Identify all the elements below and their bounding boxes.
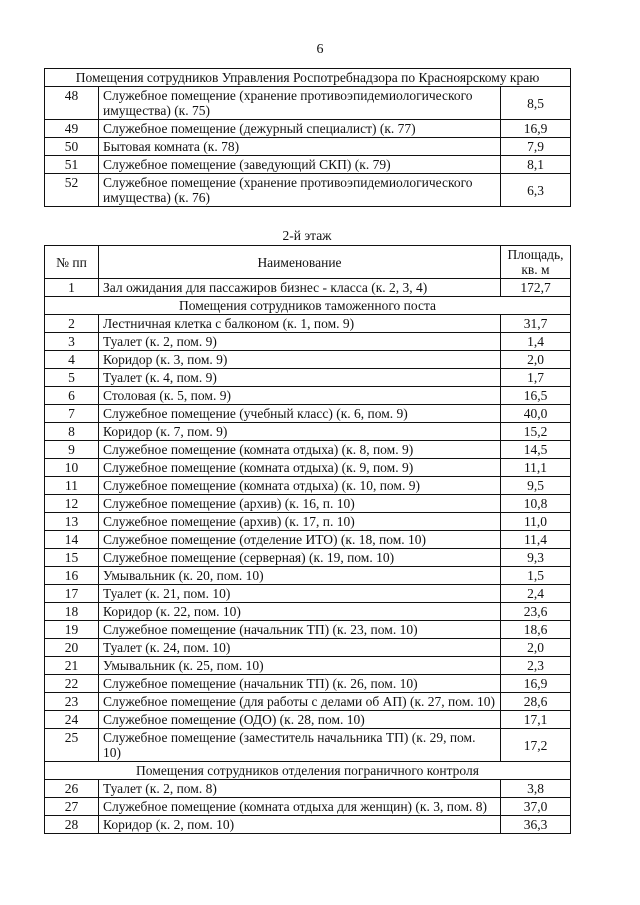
table-row — [45, 567, 571, 585]
room-name: Служебное помещение (начальник ТП) (к. 23, пом. 10) — [99, 621, 501, 639]
row-number: 24 — [45, 711, 99, 729]
table-row — [45, 798, 571, 816]
room-name: Туалет (к. 24, пом. 10) — [99, 639, 501, 657]
room-area: 31,7 — [501, 315, 571, 333]
table-row — [45, 729, 571, 762]
room-name: Умывальник (к. 25, пом. 10) — [99, 657, 501, 675]
row-number: 2 — [45, 315, 99, 333]
room-area: 11,0 — [501, 513, 571, 531]
room-area: 2,4 — [501, 585, 571, 603]
section-title: Помещения сотрудников Управления Роспотребнадзора по Красноярскому краю — [45, 69, 571, 87]
row-number: 19 — [45, 621, 99, 639]
header-area: Площадь, кв. м — [501, 246, 571, 279]
room-name: Служебное помещение (начальник ТП) (к. 26, пом. 10) — [99, 675, 501, 693]
page-number: 6 — [316, 42, 324, 57]
row-number: 28 — [45, 816, 99, 834]
row-number: 1 — [45, 279, 99, 297]
room-area: 17,2 — [501, 729, 571, 762]
room-name: Туалет (к. 2, пом. 9) — [99, 333, 501, 351]
room-area: 9,3 — [501, 549, 571, 567]
table-row — [45, 639, 571, 657]
room-area: 28,6 — [501, 693, 571, 711]
table-row — [45, 279, 571, 297]
row-number: 51 — [45, 156, 99, 174]
table-floor-2 — [44, 245, 571, 834]
room-name: Служебное помещение (комната отдыха) (к. 10, пом. 9) — [99, 477, 501, 495]
row-number: 17 — [45, 585, 99, 603]
room-area: 16,5 — [501, 387, 571, 405]
room-area: 36,3 — [501, 816, 571, 834]
room-area: 6,3 — [501, 174, 571, 207]
room-name: Бытовая комната (к. 78) — [99, 138, 501, 156]
room-name: Служебное помещение (комната отдыха) (к. 8, пом. 9) — [99, 441, 501, 459]
room-area: 2,3 — [501, 657, 571, 675]
room-area: 40,0 — [501, 405, 571, 423]
table-row — [45, 333, 571, 351]
row-number: 6 — [45, 387, 99, 405]
section-title: Помещения сотрудников отделения пограничного контроля — [45, 762, 571, 780]
table-row — [45, 441, 571, 459]
table-row — [45, 816, 571, 834]
room-area: 16,9 — [501, 120, 571, 138]
table-row — [45, 459, 571, 477]
table-row — [45, 405, 571, 423]
row-number: 16 — [45, 567, 99, 585]
room-area: 8,1 — [501, 156, 571, 174]
row-number: 27 — [45, 798, 99, 816]
room-name: Служебное помещение (архив) (к. 16, п. 10) — [99, 495, 501, 513]
row-number: 5 — [45, 369, 99, 387]
table-row — [45, 495, 571, 513]
room-area: 11,1 — [501, 459, 571, 477]
table-row — [45, 585, 571, 603]
room-area: 2,0 — [501, 639, 571, 657]
row-number: 4 — [45, 351, 99, 369]
room-area: 1,7 — [501, 369, 571, 387]
room-area: 23,6 — [501, 603, 571, 621]
room-area: 8,5 — [501, 87, 571, 120]
row-number: 20 — [45, 639, 99, 657]
section-title: Помещения сотрудников таможенного поста — [45, 297, 571, 315]
table-row — [45, 369, 571, 387]
section-header-row — [45, 762, 571, 780]
room-area: 18,6 — [501, 621, 571, 639]
room-name: Коридор (к. 7, пом. 9) — [99, 423, 501, 441]
table-row — [45, 675, 571, 693]
row-number: 52 — [45, 174, 99, 207]
table-section-1 — [44, 68, 571, 207]
table-row — [45, 138, 571, 156]
room-area: 7,9 — [501, 138, 571, 156]
room-name: Умывальник (к. 20, пом. 10) — [99, 567, 501, 585]
room-area: 2,0 — [501, 351, 571, 369]
room-area: 10,8 — [501, 495, 571, 513]
row-number: 22 — [45, 675, 99, 693]
table-row — [45, 120, 571, 138]
section-header-row — [45, 69, 571, 87]
row-number: 49 — [45, 120, 99, 138]
room-name: Служебное помещение (комната отдыха) (к. 9, пом. 9) — [99, 459, 501, 477]
row-number: 10 — [45, 459, 99, 477]
room-area: 11,4 — [501, 531, 571, 549]
room-name: Коридор (к. 2, пом. 10) — [99, 816, 501, 834]
table-row — [45, 513, 571, 531]
room-area: 1,4 — [501, 333, 571, 351]
row-number: 7 — [45, 405, 99, 423]
room-name: Коридор (к. 22, пом. 10) — [99, 603, 501, 621]
row-number: 13 — [45, 513, 99, 531]
table-row — [45, 711, 571, 729]
row-number: 21 — [45, 657, 99, 675]
row-number: 18 — [45, 603, 99, 621]
row-number: 9 — [45, 441, 99, 459]
row-number: 25 — [45, 729, 99, 762]
room-area: 9,5 — [501, 477, 571, 495]
row-number: 26 — [45, 780, 99, 798]
row-number: 50 — [45, 138, 99, 156]
room-area: 37,0 — [501, 798, 571, 816]
room-name: Служебное помещение (комната отдыха для женщин) (к. 3, пом. 8) — [99, 798, 501, 816]
table-row — [45, 315, 571, 333]
table-row — [45, 549, 571, 567]
room-name: Служебное помещение (заведующий СКП) (к. 79) — [99, 156, 501, 174]
header-row — [45, 246, 571, 279]
table-row — [45, 657, 571, 675]
row-number: 3 — [45, 333, 99, 351]
room-name: Служебное помещение (отделение ИТО) (к. 18, пом. 10) — [99, 531, 501, 549]
row-number: 12 — [45, 495, 99, 513]
room-name: Служебное помещение (для работы с делами об АП) (к. 27, пом. 10) — [99, 693, 501, 711]
table-row — [45, 423, 571, 441]
row-number: 48 — [45, 87, 99, 120]
room-name: Лестничная клетка с балконом (к. 1, пом. 9) — [99, 315, 501, 333]
room-area: 3,8 — [501, 780, 571, 798]
room-name: Служебное помещение (заместитель начальника ТП) (к. 29, пом. 10) — [99, 729, 501, 762]
row-number: 14 — [45, 531, 99, 549]
room-name: Служебное помещение (ОДО) (к. 28, пом. 10) — [99, 711, 501, 729]
room-name: Зал ожидания для пассажиров бизнес - класса (к. 2, 3, 4) — [99, 279, 501, 297]
room-area: 16,9 — [501, 675, 571, 693]
room-name: Служебное помещение (хранение противоэпидемиологического имущества) (к. 75) — [99, 87, 501, 120]
table-row — [45, 174, 571, 207]
room-name: Туалет (к. 21, пом. 10) — [99, 585, 501, 603]
room-name: Служебное помещение (архив) (к. 17, п. 10) — [99, 513, 501, 531]
table-row — [45, 87, 571, 120]
table-row — [45, 780, 571, 798]
section-header-row — [45, 297, 571, 315]
table-row — [45, 603, 571, 621]
table-row — [45, 351, 571, 369]
room-name: Туалет (к. 4, пом. 9) — [99, 369, 501, 387]
row-number: 15 — [45, 549, 99, 567]
header-name: Наименование — [99, 246, 501, 279]
room-name: Служебное помещение (дежурный специалист) (к. 77) — [99, 120, 501, 138]
row-number: 11 — [45, 477, 99, 495]
table-row — [45, 156, 571, 174]
room-area: 17,1 — [501, 711, 571, 729]
table-row — [45, 693, 571, 711]
room-area: 1,5 — [501, 567, 571, 585]
floor-title: 2-й этаж — [282, 228, 332, 243]
room-area: 14,5 — [501, 441, 571, 459]
room-area: 15,2 — [501, 423, 571, 441]
room-name: Туалет (к. 2, пом. 8) — [99, 780, 501, 798]
table-row — [45, 621, 571, 639]
table-row — [45, 477, 571, 495]
table-row — [45, 531, 571, 549]
room-name: Коридор (к. 3, пом. 9) — [99, 351, 501, 369]
row-number: 8 — [45, 423, 99, 441]
table-row — [45, 387, 571, 405]
room-area: 172,7 — [501, 279, 571, 297]
room-name: Столовая (к. 5, пом. 9) — [99, 387, 501, 405]
room-name: Служебное помещение (хранение противоэпидемиологического имущества) (к. 76) — [99, 174, 501, 207]
room-name: Служебное помещение (учебный класс) (к. 6, пом. 9) — [99, 405, 501, 423]
header-number: № пп — [45, 246, 99, 279]
row-number: 23 — [45, 693, 99, 711]
room-name: Служебное помещение (серверная) (к. 19, пом. 10) — [99, 549, 501, 567]
